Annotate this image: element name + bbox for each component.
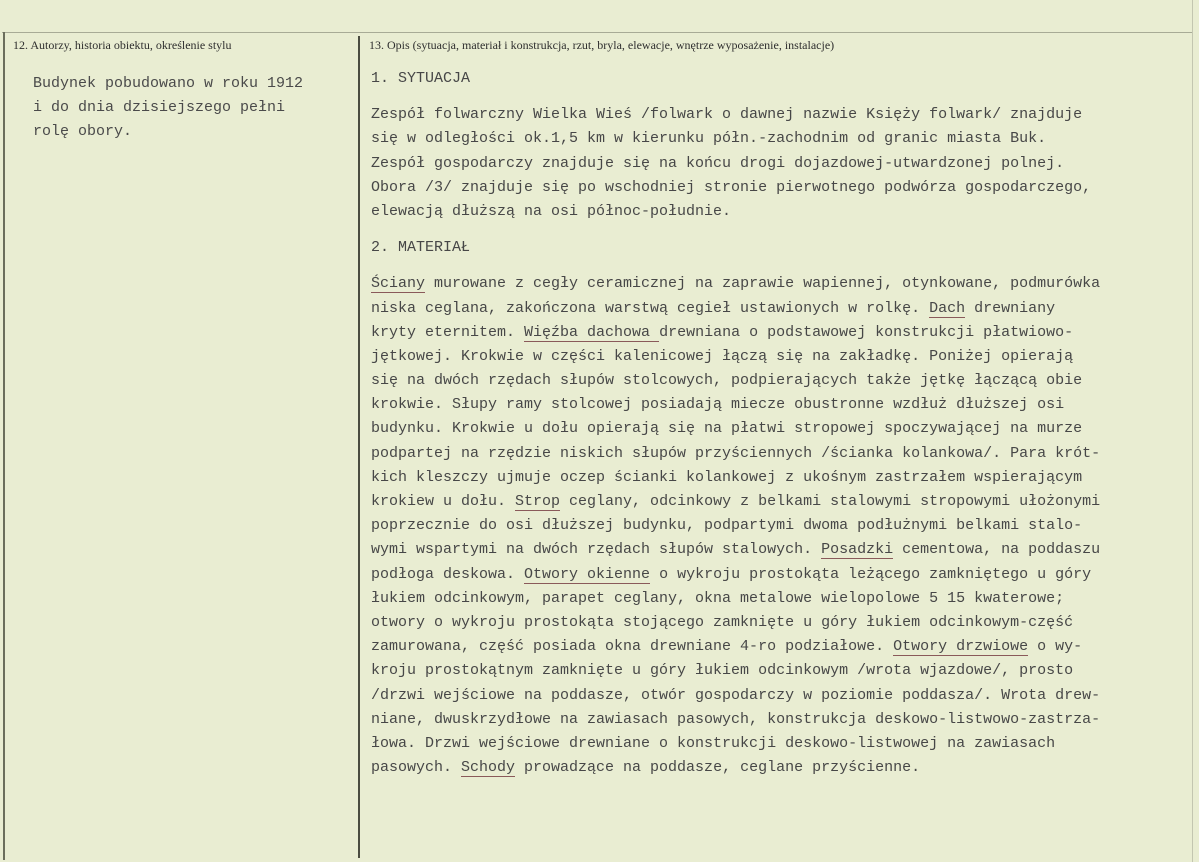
underlined-keyword: Ściany: [371, 275, 426, 293]
text-segment: /drzwi wejściowe na poddasze, otwór gospodarczy w poziomie poddasza/. Wrota drew-: [371, 686, 1101, 704]
history-line: i do dnia dzisiejszego pełni: [33, 99, 286, 116]
text-segment: łowa. Drzwi wejściowe drewniane o konstrukcji deskowo-listwowej na zawiasach: [371, 734, 1056, 752]
text-segment: drewniana o podstawowej konstrukcji płatwiowo-: [659, 323, 1074, 341]
text-segment: Zespół folwarczny Wielka Wieś /folwark o dawnej nazwie Księży folwark/ znajduje: [371, 106, 1083, 124]
text-line: [371, 708, 1100, 732]
underlined-keyword: Schody: [461, 759, 516, 777]
underlined-keyword: Otwory drzwiowe: [893, 638, 1029, 656]
text-line: [371, 538, 1100, 562]
text-line: [371, 659, 1100, 683]
text-line: [371, 152, 1100, 176]
text-segment: pasowych.: [371, 759, 462, 777]
section-gap: [371, 260, 1100, 272]
text-segment: Zespół gospodarczy znajduje się na końcu drogi dojazdowej-utwardzonej polnej.: [371, 154, 1065, 172]
top-border-line: [2, 32, 1192, 33]
right-border-line: [1192, 0, 1193, 862]
history-line: Budynek pobudowano w roku 1912: [33, 75, 304, 92]
text-line: [371, 684, 1100, 708]
text-segment: otwory o wykroju prostokąta stojącego zamknięte u góry łukiem odcinkowym-część: [371, 613, 1074, 631]
text-line: [371, 514, 1100, 538]
text-segment: zamurowana, część posiada okna drewniane 4-ro podziałowe.: [371, 638, 894, 656]
history-line: rolę obory.: [33, 123, 133, 140]
field-13-header: 13. Opis (sytuacja, materiał i konstrukcja, rzut, bryla, elewacje, wnętrze wyposażenie, instalacje): [369, 38, 835, 52]
text-segment: krokiew u dołu.: [371, 493, 516, 510]
text-segment: łukiem odcinkowym, parapet ceglany, okna metalowe wielopolowe 5 15 kwaterowe;: [371, 589, 1065, 607]
text-segment: kryty eternitem.: [371, 323, 525, 341]
underlined-keyword: Więźba dachowa: [524, 323, 660, 341]
text-segment: niska ceglana, zakończona warstwą cegieł ustawionych w rolkę.: [371, 299, 930, 317]
text-segment: wymi wspartymi na dwóch rzędach słupów stalowych.: [371, 541, 822, 559]
underlined-keyword: Dach: [929, 299, 966, 317]
column-divider: [358, 36, 360, 858]
field-12-header: 12. Autorzy, historia obiektu, określenie stylu: [13, 38, 232, 52]
text-segment: budynku. Krokwie u dołu opierają się na płatwi stropowej spoczywającej na murze: [371, 420, 1083, 438]
text-line: [371, 297, 1100, 321]
text-line: [371, 417, 1100, 441]
text-line: [371, 732, 1100, 756]
text-line: [371, 587, 1100, 611]
text-segment: jętkowej. Krokwie w części kalenicowej łączą się na zakładkę. Poniżej opierają: [371, 347, 1074, 365]
text-segment: murowane z cegły ceramicznej na zaprawie wapiennej, otynkowane, podmurówka: [425, 275, 1101, 293]
text-line: [371, 176, 1100, 200]
left-border-line: [3, 32, 5, 860]
text-segment: cementowa, na poddaszu: [893, 541, 1101, 559]
text-segment: niane, dwuskrzydłowe na zawiasach pasowych, konstrukcja deskowo-listwowo-zastrza-: [371, 710, 1101, 728]
text-line: [371, 466, 1100, 490]
text-segment: o wykroju prostokąta leżącego zamkniętego u góry: [650, 565, 1092, 583]
text-segment: prowadzące na poddasze, ceglane przyścienne.: [515, 759, 921, 777]
text-segment: poprzecznie do osi dłuższej budynku, podpartymi dwoma podłużnymi belkami stalo-: [371, 517, 1083, 535]
description-text: [371, 67, 1100, 780]
text-segment: podłoga deskowa.: [371, 565, 525, 583]
text-line: [371, 127, 1100, 151]
underlined-keyword: Posadzki: [821, 541, 894, 559]
text-segment: Obora /3/ znajduje się po wschodniej stronie pierwotnego podwórza gospodarczego,: [371, 178, 1092, 196]
history-text: [33, 72, 303, 144]
text-line: [371, 635, 1100, 659]
text-segment: się na dwóch rzędach słupów stolcowych, podpierających także jętkę łączącą obie: [371, 372, 1083, 390]
text-line: [371, 200, 1100, 224]
text-segment: drewniany: [965, 299, 1056, 317]
text-line: [371, 321, 1100, 345]
text-line: [371, 611, 1100, 635]
text-line: [371, 369, 1100, 393]
text-segment: krokwie. Słupy ramy stolcowej posiadają miecze obustronne wzdłuż dłuższej osi: [371, 396, 1065, 414]
text-line: [371, 442, 1100, 466]
text-line: [371, 103, 1100, 127]
text-segment: elewacją dłuższą na osi północ-południe.: [371, 202, 732, 220]
text-segment: kroju prostokątnym zamknięte u góry łukiem odcinkowym /wrota wjazdowe/, prosto: [371, 662, 1074, 680]
section-gap: [371, 224, 1100, 236]
text-line: [371, 563, 1100, 587]
text-segment: podpartej na rzędzie niskich słupów przyściennych /ścianka kolankowa/. Para krót-: [371, 444, 1101, 462]
text-segment: ceglany, odcinkowy z belkami stalowymi stropowymi ułożonymi: [560, 493, 1101, 510]
text-line: [371, 272, 1100, 296]
text-segment: się w odległości ok.1,5 km w kierunku półn.-zachodnim od granic miasta Buk.: [371, 130, 1047, 148]
section-gap: [371, 91, 1100, 103]
underlined-keyword: Strop: [515, 493, 561, 510]
underlined-keyword: Otwory okienne: [524, 565, 651, 583]
section-title: 2. MATERIAŁ: [371, 239, 471, 257]
text-segment: o wy-: [1028, 638, 1083, 656]
text-line: [371, 345, 1100, 369]
text-line: [371, 393, 1100, 417]
text-line: [371, 490, 1100, 514]
section-title: 1. SYTUACJA: [371, 70, 471, 87]
text-line: [371, 756, 1100, 780]
text-segment: kich kleszczy ujmuje oczep ścianki kolankowej z ukośnym zastrzałem wspierającym: [371, 468, 1083, 486]
